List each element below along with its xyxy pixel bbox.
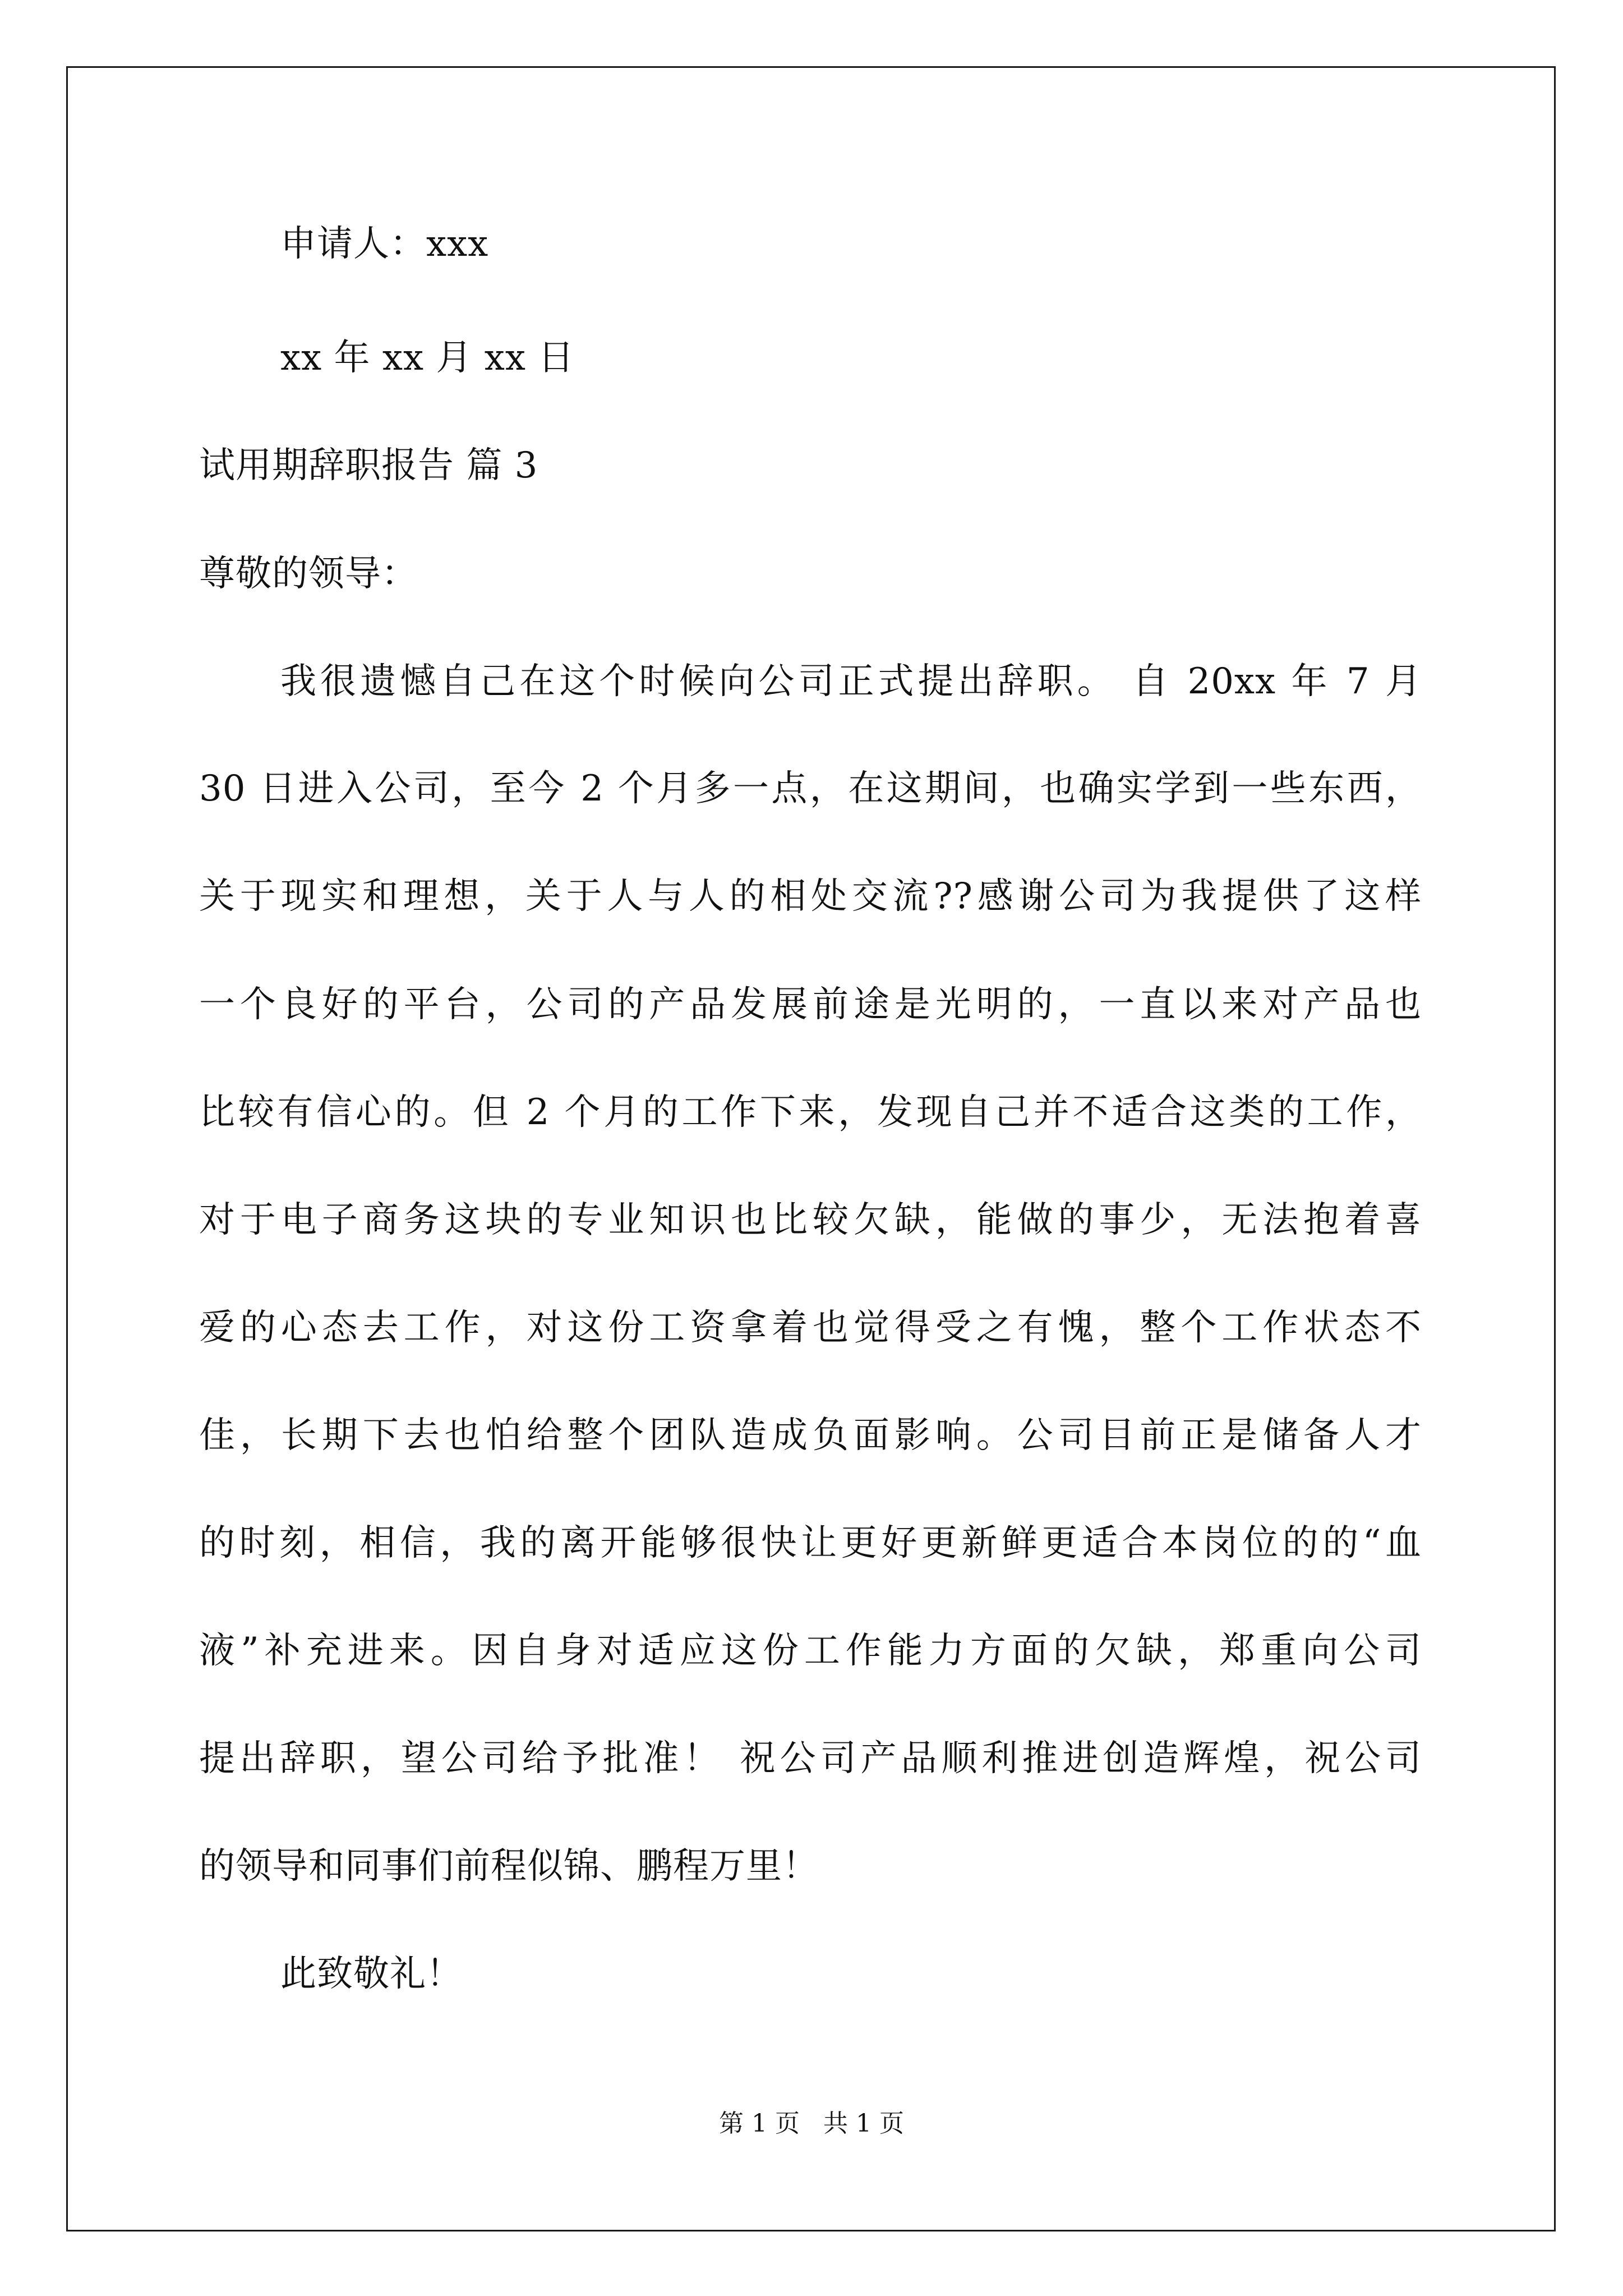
- page-border: [66, 66, 1556, 2231]
- body-line: 爱的心态去工作，对这份工资拿着也觉得受之有愧，整个工作状态不: [199, 1307, 1422, 1349]
- body-line: 的领导和同事们前程似锦、鹏程万里！: [199, 1846, 819, 1887]
- page-number: 第 1 页: [719, 2109, 800, 2138]
- body-line: 比较有信心的。但 2 个月的工作下来，发现自己并不适合这类的工作，: [199, 1092, 1422, 1133]
- body-line: 30 日进入公司，至今 2 个月多一点，在这期间，也确实学到一些东西，: [199, 768, 1422, 809]
- body-line: 的时刻，相信，我的离开能够很快让更好更新鲜更适合本岗位的的“血: [199, 1522, 1422, 1564]
- salutation: 尊敬的领导：: [199, 553, 418, 595]
- body-line: 液”补充进来。因自身对适应这份工作能力方面的欠缺，郑重向公司: [199, 1630, 1422, 1672]
- section-title: 试用期辞职报告 篇 3: [199, 445, 538, 486]
- body-line: 一个良好的平台，公司的产品发展前途是光明的，一直以来对产品也: [199, 984, 1422, 1025]
- body-line: 对于电子商务这块的专业知识也比较欠缺，能做的事少，无法抱着喜: [199, 1199, 1422, 1241]
- closing-line: 此致敬礼！: [280, 1953, 463, 1995]
- body-line: 提出辞职，望公司给予批准！ 祝公司产品顺利推进创造辉煌，祝公司: [199, 1738, 1422, 1779]
- page-footer: [0, 2108, 1623, 2139]
- body-line: 关于现实和理想，关于人与人的相处交流??感谢公司为我提供了这样: [199, 876, 1422, 917]
- applicant-line: 申请人：xxx: [280, 223, 489, 265]
- date-line: xx 年 xx 月 xx 日: [280, 337, 575, 379]
- body-line: 佳，长期下去也怕给整个团队造成负面影响。公司目前正是储备人才: [199, 1415, 1422, 1456]
- page-total: 共 1 页: [823, 2109, 904, 2138]
- body-line: 我很遗憾自己在这个时候向公司正式提出辞职。 自 20xx 年 7 月: [280, 661, 1422, 702]
